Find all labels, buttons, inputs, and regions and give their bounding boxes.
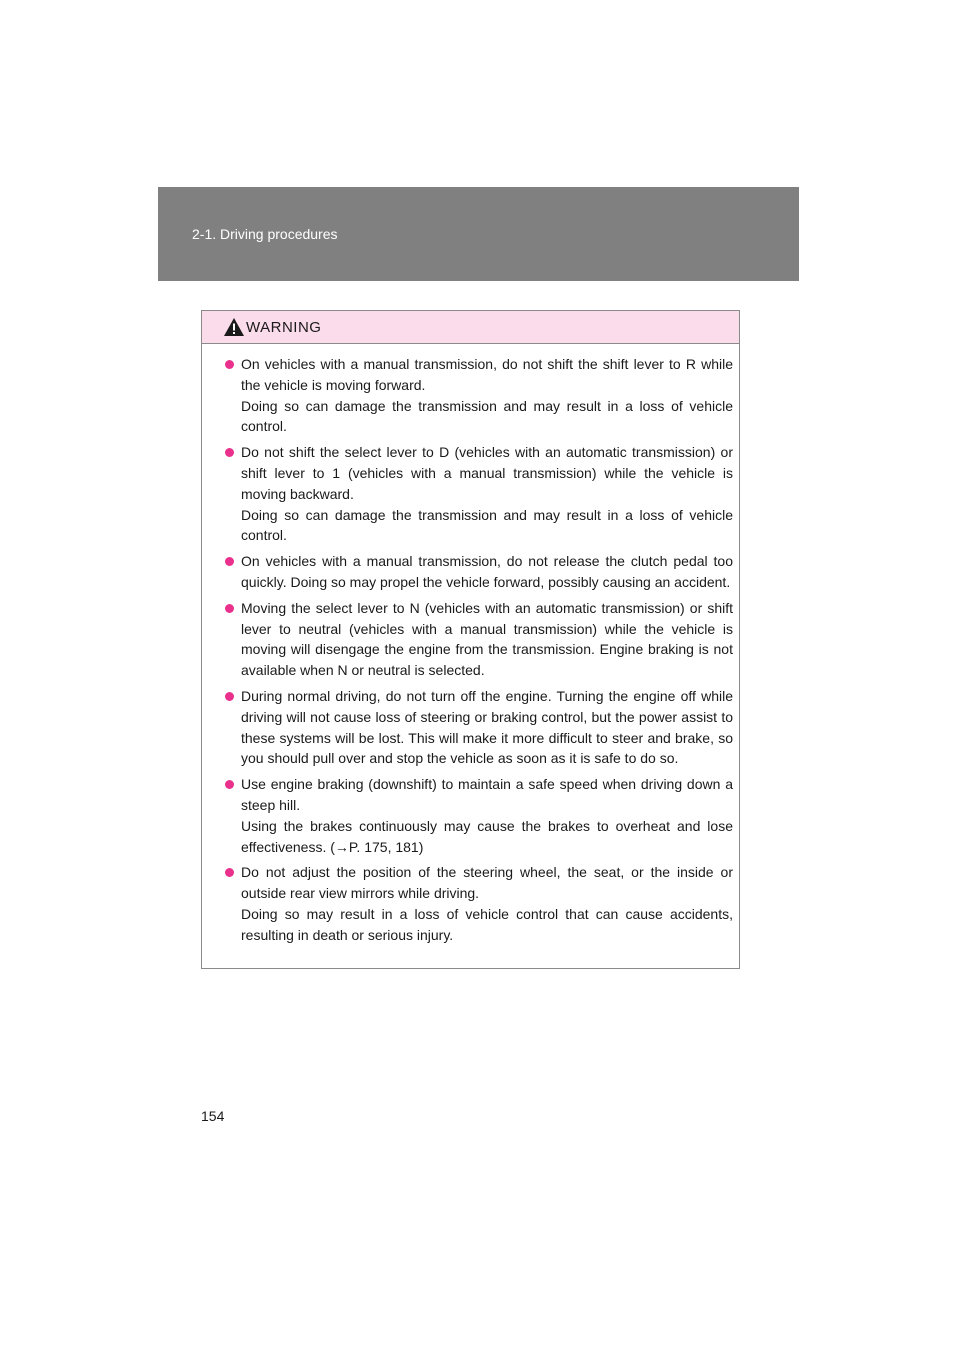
warning-item-text: On vehicles with a manual transmission, do not release the clutch pedal too quickly. Doing so may propel the vehicle forward, possibly causing an accident.: [241, 553, 733, 590]
section-header-band: [158, 187, 799, 281]
section-title: 2-1. Driving procedures: [192, 226, 338, 242]
warning-item-text: Do not adjust the position of the steering wheel, the seat, or the inside or outside rear view mirrors while driving.: [241, 864, 733, 902]
warning-item-text: Doing so can damage the transmission and may result in a loss of vehicle control.: [241, 397, 733, 435]
warning-item: [225, 774, 733, 857]
bullet-icon: [225, 692, 234, 701]
bullet-icon: [225, 780, 234, 789]
warning-item: [225, 862, 733, 945]
warning-triangle-icon: [223, 317, 245, 337]
warning-item-text: Do not shift the select lever to D (vehicles with an automatic transmission) or shift lever to 1 (vehicles with a manual transmission) while the vehicle is moving backward.: [241, 444, 733, 502]
warning-list: [202, 344, 739, 946]
warning-item: [225, 598, 733, 681]
warning-title: WARNING: [246, 319, 322, 336]
warning-box: [201, 310, 740, 969]
page-number: 154: [201, 1108, 225, 1124]
warning-item-text: Using the brakes continuously may cause the brakes to overheat and lose effectiveness. (→P. 175, 181): [241, 817, 733, 855]
bullet-icon: [225, 604, 234, 613]
bullet-icon: [225, 868, 234, 877]
warning-item-text: On vehicles with a manual transmission, do not shift the shift lever to R while the vehicle is moving forward.: [241, 356, 733, 393]
warning-item-text: Doing so can damage the transmission and may result in a loss of vehicle control.: [241, 506, 733, 544]
bullet-icon: [225, 448, 234, 457]
warning-item: [225, 686, 733, 769]
warning-item-text: During normal driving, do not turn off the engine. Turning the engine off while driving will not cause loss of steering or braking control, but the power assist to these systems will be lost. This will make it more difficult to steer and brake, so you should pull over and stop the vehicle as soon as it is safe to do so.: [241, 687, 733, 767]
warning-item: [225, 551, 733, 593]
warning-item: [225, 354, 733, 437]
warning-item: [225, 442, 733, 546]
warning-item-text: Doing so may result in a loss of vehicle control that can cause accidents, resulting in death or serious injury.: [241, 905, 733, 943]
warning-item-text: Moving the select lever to N (vehicles with an automatic transmission) or shift lever to neutral (vehicles with a manual transmission) while the vehicle is moving will disengage the engine from the transmission. Engine braking is not available when N or neutral is selected.: [241, 599, 733, 679]
warning-header: [202, 311, 739, 344]
bullet-icon: [225, 557, 234, 566]
warning-item-text: Use engine braking (downshift) to maintain a safe speed when driving down a steep hill.: [241, 776, 733, 813]
bullet-icon: [225, 360, 234, 369]
